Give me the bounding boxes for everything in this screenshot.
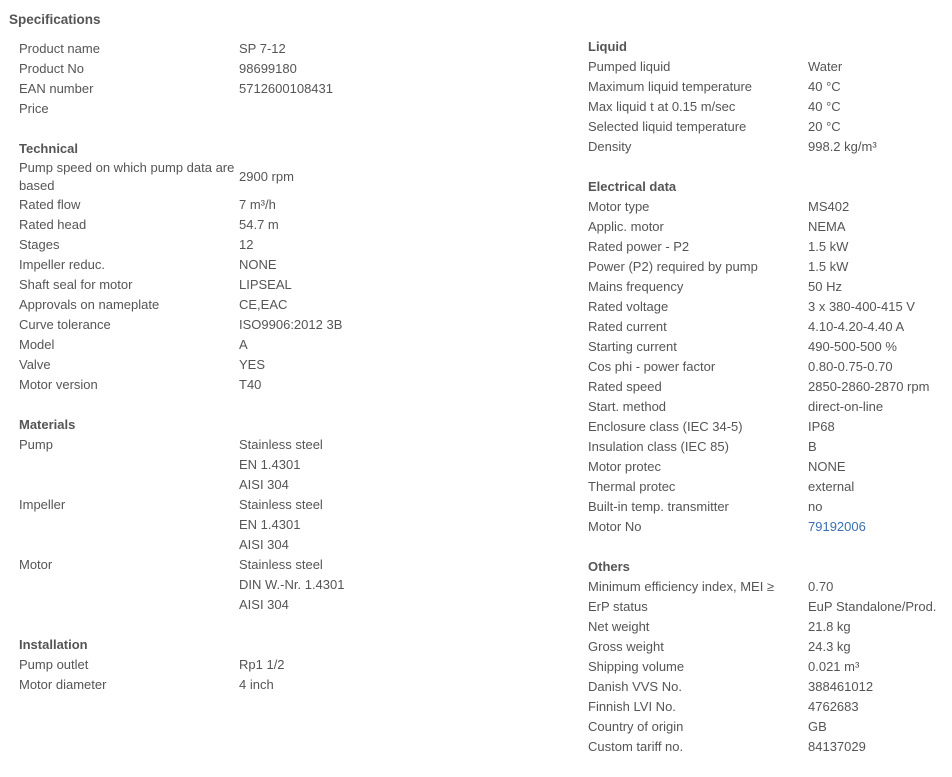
- spec-label: Stages: [19, 237, 60, 252]
- spec-value-line: Stainless steel: [239, 437, 323, 452]
- spec-value: [239, 235, 559, 255]
- spec-label: Motor diameter: [19, 677, 107, 692]
- motor-number-link[interactable]: 79192006: [808, 519, 866, 534]
- spec-label: Thermal protec: [588, 479, 676, 494]
- spec-label: Maximum liquid temperature: [588, 79, 753, 94]
- spec-value-line: EN 1.4301: [239, 517, 301, 532]
- spec-value-line: AISI 304: [239, 477, 289, 492]
- spec-value: [239, 375, 559, 395]
- spec-label: Shipping volume: [588, 659, 685, 674]
- spec-value: [239, 295, 559, 315]
- spec-label: Rated head: [19, 217, 87, 232]
- spec-row-ean-number: [19, 79, 559, 99]
- spec-row-thermal-protec: [588, 477, 948, 497]
- spec-label: Curve tolerance: [19, 317, 111, 332]
- spec-label: Built-in temp. transmitter: [588, 499, 729, 514]
- spec-value-line: 24.3 kg: [808, 639, 851, 654]
- spec-label: Product No: [19, 61, 85, 76]
- spec-value-line: 0.70: [808, 579, 834, 594]
- spec-value-line: 21.8 kg: [808, 619, 851, 634]
- spec-label: Applic. motor: [588, 219, 664, 234]
- spec-value-line: 490-500-500 %: [808, 339, 897, 354]
- spec-row-starting-current: [588, 337, 948, 357]
- spec-row-pumped-liquid: [588, 57, 948, 77]
- spec-label: Finnish LVI No.: [588, 699, 676, 714]
- spec-value: [239, 59, 559, 79]
- spec-value-line: NONE: [808, 459, 846, 474]
- spec-label: Custom tariff no.: [588, 739, 684, 754]
- spec-value: [808, 717, 948, 737]
- spec-value: [808, 437, 948, 457]
- spec-value-line: AISI 304: [239, 597, 289, 612]
- spec-label: Motor type: [588, 199, 650, 214]
- spec-row-motor-version: [19, 375, 559, 395]
- spec-label: Rated flow: [19, 197, 81, 212]
- spec-value: [808, 337, 948, 357]
- spec-value: [808, 677, 948, 697]
- spec-value: [808, 517, 948, 537]
- page-title: Specifications: [9, 12, 101, 27]
- spec-value-line: B: [808, 439, 817, 454]
- spec-row-start-method: [588, 397, 948, 417]
- section-general: [19, 39, 559, 119]
- spec-row-finnish-lvi-no: [588, 697, 948, 717]
- spec-value: [239, 99, 559, 119]
- spec-value: [808, 317, 948, 337]
- spec-label: Gross weight: [588, 639, 664, 654]
- spec-row-pump-speed-on-which-pump-data-are-based: [19, 159, 559, 195]
- spec-label: Starting current: [588, 339, 677, 354]
- spec-value-line: 998.2 kg/m³: [808, 139, 877, 154]
- spec-label: Approvals on nameplate: [19, 297, 160, 312]
- spec-value: [808, 97, 948, 117]
- spec-value-line: AISI 304: [239, 537, 289, 552]
- spec-value-line: 12: [239, 237, 254, 252]
- spec-value: [239, 315, 559, 335]
- spec-value-line: 4.10-4.20-4.40 A: [808, 319, 905, 334]
- spec-label: Minimum efficiency index, MEI ≥: [588, 579, 775, 594]
- spec-row-impeller: [19, 495, 559, 555]
- spec-value: [808, 597, 948, 617]
- spec-value-line: Rp1 1/2: [239, 657, 285, 672]
- spec-label: ErP status: [588, 599, 648, 614]
- spec-value: [239, 335, 559, 355]
- spec-row-motor: [19, 555, 559, 615]
- spec-value-line: ISO9906:2012 3B: [239, 317, 343, 332]
- section-others: [588, 557, 948, 757]
- spec-label: Impeller reduc.: [19, 257, 105, 272]
- spec-value-line: 5712600108431: [239, 81, 333, 96]
- spec-value-line: NONE: [239, 257, 277, 272]
- spec-value-line: 84137029: [808, 739, 866, 754]
- section-heading: Electrical data: [588, 179, 677, 194]
- spec-label: Price: [19, 101, 49, 116]
- spec-label: Net weight: [588, 619, 650, 634]
- spec-value: [808, 497, 948, 517]
- spec-label: Motor No: [588, 519, 642, 534]
- spec-value: [239, 39, 559, 59]
- spec-value: [808, 257, 948, 277]
- spec-value-line: EuP Standalone/Prod.: [808, 599, 937, 614]
- spec-row-motor-no: [588, 517, 948, 537]
- spec-label: Rated voltage: [588, 299, 669, 314]
- spec-row-enclosure-class-iec-34-5: [588, 417, 948, 437]
- spec-row-pump: [19, 435, 559, 495]
- spec-row-motor-protec: [588, 457, 948, 477]
- spec-value-line: T40: [239, 377, 262, 392]
- spec-label: Country of origin: [588, 719, 684, 734]
- spec-label: Mains frequency: [588, 279, 684, 294]
- spec-value: [239, 215, 559, 235]
- spec-row-minimum-efficiency-index-mei: [588, 577, 948, 597]
- spec-value-line: 54.7 m: [239, 217, 279, 232]
- spec-value: [808, 297, 948, 317]
- spec-row-price: [19, 99, 559, 119]
- spec-label: Pump: [19, 437, 53, 452]
- spec-label: Danish VVS No.: [588, 679, 682, 694]
- spec-row-danish-vvs-no: [588, 677, 948, 697]
- spec-value: [808, 57, 948, 77]
- spec-value: [239, 495, 559, 555]
- spec-label: Rated power - P2: [588, 239, 690, 254]
- spec-value-line: Stainless steel: [239, 497, 323, 512]
- spec-row-motor-diameter: [19, 675, 559, 695]
- spec-label: Selected liquid temperature: [588, 119, 747, 134]
- spec-value-line: SP 7-12: [239, 41, 286, 56]
- spec-label: Impeller: [19, 497, 66, 512]
- spec-value: [808, 277, 948, 297]
- spec-value-line: GB: [808, 719, 827, 734]
- spec-value-line: DIN W.-Nr. 1.4301: [239, 577, 345, 592]
- spec-value: [808, 137, 948, 157]
- spec-value-line: 388461012: [808, 679, 874, 694]
- section-liquid: [588, 37, 948, 157]
- section-heading: Installation: [19, 637, 88, 652]
- spec-label: Density: [588, 139, 632, 154]
- spec-value: [808, 577, 948, 597]
- spec-value: [239, 275, 559, 295]
- spec-value: [808, 217, 948, 237]
- spec-value-line: Water: [808, 59, 843, 74]
- spec-value-line: no: [808, 499, 823, 514]
- spec-row-model: [19, 335, 559, 355]
- spec-value: [808, 357, 948, 377]
- spec-label: Model: [19, 337, 55, 352]
- spec-label: Motor: [19, 557, 53, 572]
- spec-value: [808, 197, 948, 217]
- right-column: [588, 37, 948, 777]
- spec-value-line: 2850-2860-2870 rpm: [808, 379, 930, 394]
- spec-value-line: IP68: [808, 419, 835, 434]
- spec-label: Pump speed on which pump data are based: [19, 160, 235, 193]
- spec-value: [808, 657, 948, 677]
- spec-row-pump-outlet: [19, 655, 559, 675]
- spec-row-curve-tolerance: [19, 315, 559, 335]
- section-electrical-data: [588, 177, 948, 537]
- spec-value: [808, 117, 948, 137]
- spec-row-gross-weight: [588, 637, 948, 657]
- spec-value: [808, 397, 948, 417]
- spec-row-country-of-origin: [588, 717, 948, 737]
- spec-value: [808, 237, 948, 257]
- spec-row-rated-power-p2: [588, 237, 948, 257]
- spec-row-valve: [19, 355, 559, 375]
- spec-label: Power (P2) required by pump: [588, 259, 758, 274]
- spec-value: [808, 457, 948, 477]
- spec-label: Shaft seal for motor: [19, 277, 133, 292]
- spec-value-line: 40 °C: [808, 99, 841, 114]
- spec-row-shaft-seal-for-motor: [19, 275, 559, 295]
- spec-value-line: 40 °C: [808, 79, 841, 94]
- spec-value-line: external: [808, 479, 855, 494]
- spec-label: Cos phi - power factor: [588, 359, 716, 374]
- spec-value-line: YES: [239, 357, 266, 372]
- spec-row-rated-flow: [19, 195, 559, 215]
- spec-row-mains-frequency: [588, 277, 948, 297]
- spec-value-line: 1.5 kW: [808, 239, 849, 254]
- spec-row-motor-type: [588, 197, 948, 217]
- spec-value-line: direct-on-line: [808, 399, 884, 414]
- spec-value-line: 98699180: [239, 61, 297, 76]
- spec-value: [808, 737, 948, 757]
- spec-value: [239, 255, 559, 275]
- spec-row-erp-status: [588, 597, 948, 617]
- spec-value-line: 7 m³/h: [239, 197, 276, 212]
- spec-value: [239, 555, 559, 615]
- spec-row-max-liquid-t-at-0-15-m-sec: [588, 97, 948, 117]
- spec-value-line: 3 x 380-400-415 V: [808, 299, 915, 314]
- spec-label: Motor protec: [588, 459, 661, 474]
- spec-row-product-name: [19, 39, 559, 59]
- spec-label: Pumped liquid: [588, 59, 671, 74]
- spec-row-product-no: [19, 59, 559, 79]
- spec-row-applic-motor: [588, 217, 948, 237]
- spec-label: Start. method: [588, 399, 667, 414]
- spec-value: [239, 435, 559, 495]
- spec-value: [239, 675, 559, 695]
- spec-value-line: LIPSEAL: [239, 277, 292, 292]
- spec-value-line: 20 °C: [808, 119, 841, 134]
- spec-label: Rated speed: [588, 379, 662, 394]
- spec-value: [239, 167, 559, 187]
- spec-value: [239, 655, 559, 675]
- spec-value-line: EN 1.4301: [239, 457, 301, 472]
- spec-row-rated-current: [588, 317, 948, 337]
- spec-row-maximum-liquid-temperature: [588, 77, 948, 97]
- spec-value-line: 1.5 kW: [808, 259, 849, 274]
- spec-row-shipping-volume: [588, 657, 948, 677]
- spec-label: Insulation class (IEC 85): [588, 439, 729, 454]
- spec-row-built-in-temp-transmitter: [588, 497, 948, 517]
- spec-row-impeller-reduc: [19, 255, 559, 275]
- spec-value: [808, 377, 948, 397]
- spec-label: Product name: [19, 41, 100, 56]
- spec-label: EAN number: [19, 81, 94, 96]
- left-column: [19, 39, 559, 715]
- spec-value: [239, 195, 559, 215]
- spec-value-line: MS402: [808, 199, 850, 214]
- spec-value: [808, 417, 948, 437]
- spec-label: Enclosure class (IEC 34-5): [588, 419, 743, 434]
- spec-value: [239, 355, 559, 375]
- spec-value-line: 0.80-0.75-0.70: [808, 359, 893, 374]
- spec-value-line: 0.021 m³: [808, 659, 860, 674]
- spec-row-power-p2-required-by-pump: [588, 257, 948, 277]
- spec-value-line: A: [239, 337, 248, 352]
- spec-row-cos-phi-power-factor: [588, 357, 948, 377]
- spec-value-line: 4 inch: [239, 677, 274, 692]
- section-technical: [19, 139, 559, 395]
- spec-row-insulation-class-iec-85: [588, 437, 948, 457]
- spec-row-custom-tariff-no: [588, 737, 948, 757]
- spec-value: [808, 637, 948, 657]
- section-materials: [19, 415, 559, 615]
- spec-value-line: Stainless steel: [239, 557, 323, 572]
- spec-label: Pump outlet: [19, 657, 89, 672]
- spec-row-rated-speed: [588, 377, 948, 397]
- section-heading: Liquid: [588, 39, 627, 54]
- spec-value-line: 4762683: [808, 699, 859, 714]
- spec-value: [808, 617, 948, 637]
- spec-label: Motor version: [19, 377, 98, 392]
- spec-row-approvals-on-nameplate: [19, 295, 559, 315]
- spec-row-net-weight: [588, 617, 948, 637]
- spec-row-stages: [19, 235, 559, 255]
- spec-row-density: [588, 137, 948, 157]
- section-heading: Others: [588, 559, 630, 574]
- spec-value: [239, 79, 559, 99]
- spec-label: Valve: [19, 357, 51, 372]
- section-heading: Technical: [19, 141, 79, 156]
- section-heading: Materials: [19, 417, 76, 432]
- spec-value-line: 2900 rpm: [239, 169, 294, 184]
- spec-value-line: CE,EAC: [239, 297, 288, 312]
- spec-value-line: 50 Hz: [808, 279, 842, 294]
- spec-row-selected-liquid-temperature: [588, 117, 948, 137]
- spec-value: [808, 77, 948, 97]
- spec-label: Max liquid t at 0.15 m/sec: [588, 99, 736, 114]
- spec-row-rated-voltage: [588, 297, 948, 317]
- spec-value: [808, 477, 948, 497]
- spec-value-line: NEMA: [808, 219, 846, 234]
- spec-row-rated-head: [19, 215, 559, 235]
- spec-value: [808, 697, 948, 717]
- spec-label: Rated current: [588, 319, 667, 334]
- section-installation: [19, 635, 559, 695]
